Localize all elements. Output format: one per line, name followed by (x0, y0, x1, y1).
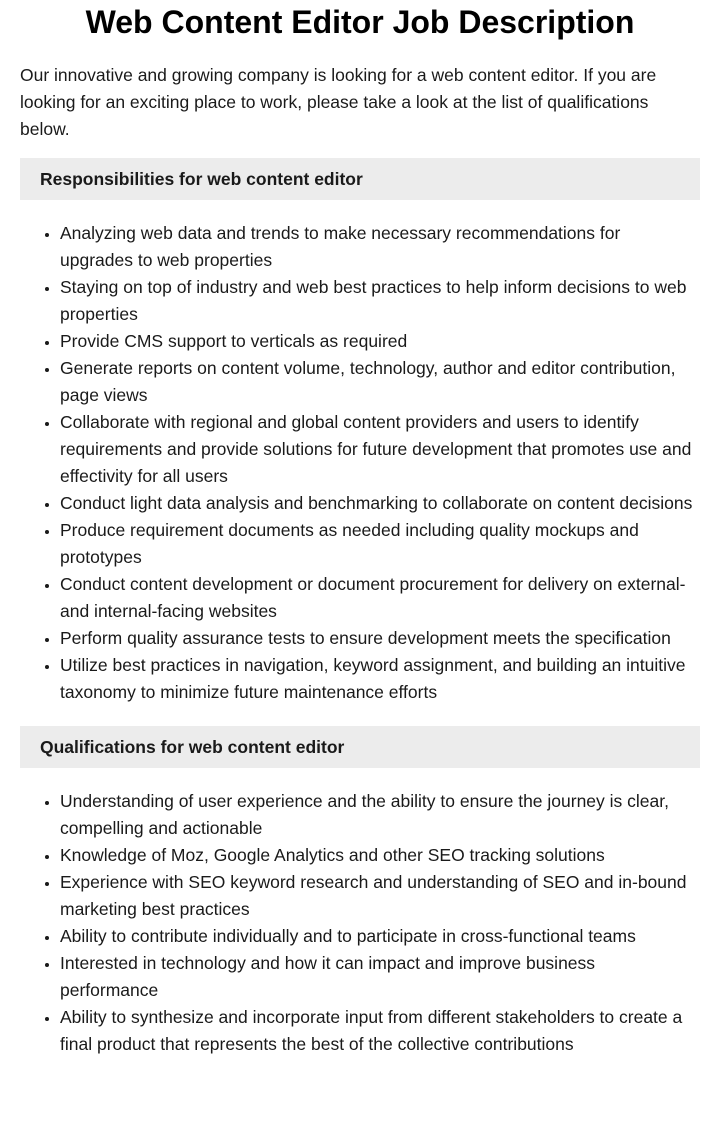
list-item: • Generate reports on content volume, technology, author and editor contribution, page views (60, 355, 700, 409)
list-item: • Collaborate with regional and global content providers and users to identify requirements and provide solutions for future development that promotes use and effectivity for all users (60, 409, 700, 490)
responsibilities-list (20, 220, 700, 706)
page-title: Web Content Editor Job Description (85, 4, 635, 40)
list-item: • Utilize best practices in navigation, keyword assignment, and building an intuitive taxonomy to minimize future maintenance efforts (60, 652, 700, 706)
list-item: • Understanding of user experience and the ability to ensure the journey is clear, compelling and actionable (60, 788, 700, 842)
qualifications-list (20, 788, 700, 1058)
list-item: • Experience with SEO keyword research and understanding of SEO and in-bound marketing best practices (60, 869, 700, 923)
list-item: • Interested in technology and how it can impact and improve business performance (60, 950, 700, 1004)
responsibilities-heading: Responsibilities for web content editor (20, 158, 700, 200)
list-item: • Conduct content development or document procurement for delivery on external- and internal-facing websites (60, 571, 700, 625)
list-item: • Ability to synthesize and incorporate input from different stakeholders to create a final product that represents the best of the collective contributions (60, 1004, 700, 1058)
list-item: • Perform quality assurance tests to ensure development meets the specification (60, 625, 700, 652)
list-item: • Analyzing web data and trends to make necessary recommendations for upgrades to web properties (60, 220, 700, 274)
list-item: • Provide CMS support to verticals as required (60, 328, 700, 355)
qualifications-heading: Qualifications for web content editor (20, 726, 700, 768)
list-item: • Knowledge of Moz, Google Analytics and other SEO tracking solutions (60, 842, 700, 869)
list-item: • Conduct light data analysis and benchmarking to collaborate on content decisions (60, 490, 700, 517)
intro-paragraph: Our innovative and growing company is looking for a web content editor. If you are looking for an exciting place to work, please take a look at the list of qualifications below. (20, 65, 657, 139)
list-item: • Staying on top of industry and web best practices to help inform decisions to web properties (60, 274, 700, 328)
list-item: • Ability to contribute individually and to participate in cross-functional teams (60, 923, 700, 950)
list-item: • Produce requirement documents as needed including quality mockups and prototypes (60, 517, 700, 571)
